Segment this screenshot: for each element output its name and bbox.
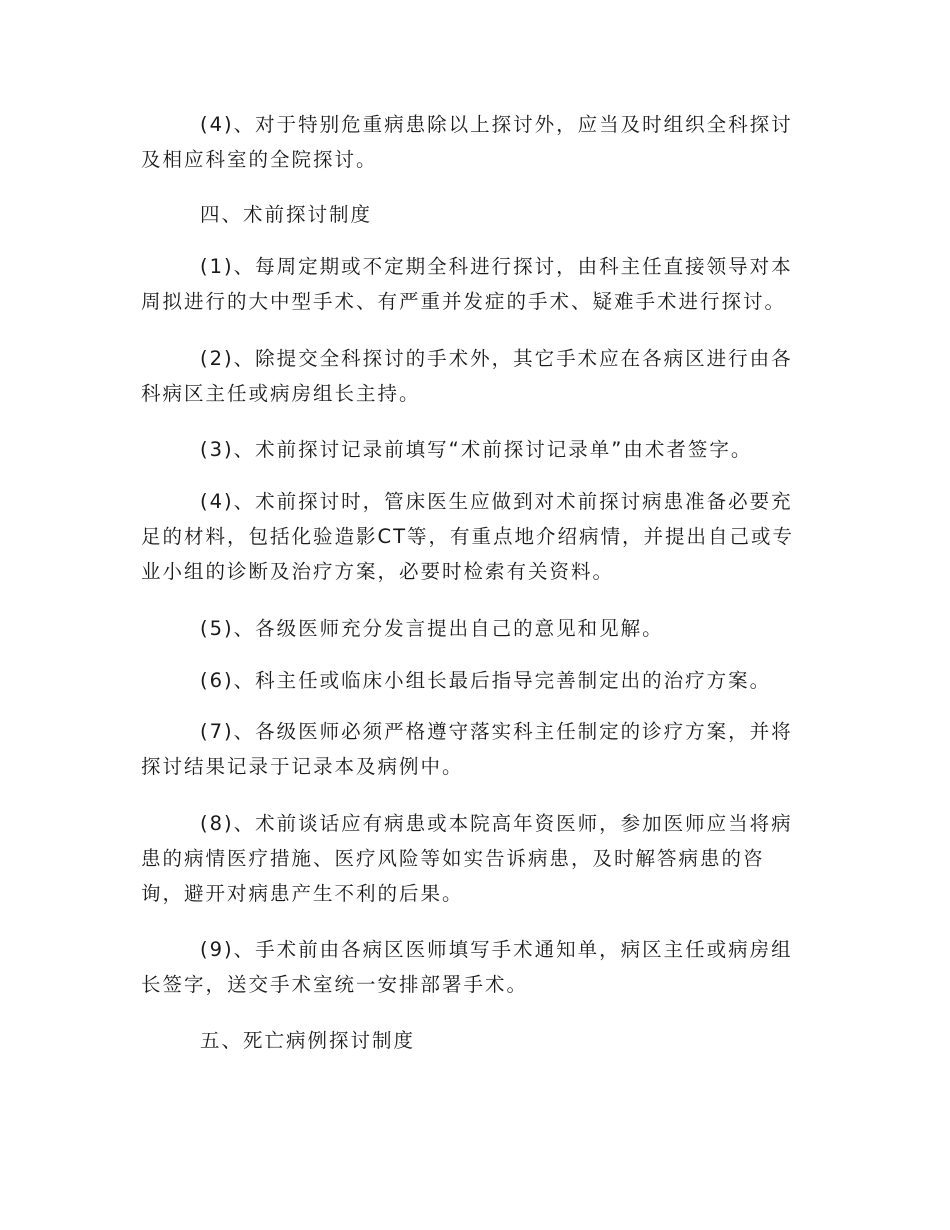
paragraph-item-8: (8)、术前谈话应有病患或本院高年资医师，参加医师应当将病 患的病情医疗措施、医疗风险等如实告诉病患，及时解答病患的咨 询，避开对病患产生不利的后果。	[141, 812, 793, 905]
paragraph-item-7: (7)、各级医师必须严格遵守落实科主任制定的诊疗方案，并将 探讨结果记录于记录本及病例中。	[141, 720, 793, 778]
paragraph-item-1: (1)、每周定期或不定期全科进行探讨，由科主任直接领导对本 周拟进行的大中型手术、有严重并发症的手术、疑难手术进行探讨。	[141, 255, 793, 313]
paragraph-item-6: (6)、科主任或临床小组长最后指导完善制定出的治疗方案。	[200, 669, 772, 692]
paragraph-item-5: (5)、各级医师充分发言提出自己的意见和见解。	[200, 617, 664, 640]
paragraph-item-3: (3)、术前探讨记录前填写“术前探讨记录单”由术者签字。	[200, 438, 753, 461]
section-heading-preoperative-discussion: 四、术前探讨制度	[200, 203, 373, 226]
paragraph-critical-patient-discussion: (4)、对于特别危重病患除以上探讨外，应当及时组织全科探讨 及相应科室的全院探讨。	[141, 113, 793, 171]
section-heading-death-case-discussion: 五、死亡病例探讨制度	[200, 1029, 416, 1052]
paragraph-item-9: (9)、手术前由各病区医师填写手术通知单，病区主任或病房组 长签字，送交手术室统一安排部署手术。	[141, 938, 793, 996]
paragraph-item-4: (4)、术前探讨时，管床医生应做到对术前探讨病患准备必要充 足的材料，包括化验造影CT等，有重点地介绍病情，并提出自己或专 业小组的诊断及治疗方案，必要时检索有关资料。	[141, 490, 795, 583]
paragraph-item-2: (2)、除提交全科探讨的手术外，其它手术应在各病区进行由各 科病区主任或病房组长主持。	[141, 347, 793, 405]
